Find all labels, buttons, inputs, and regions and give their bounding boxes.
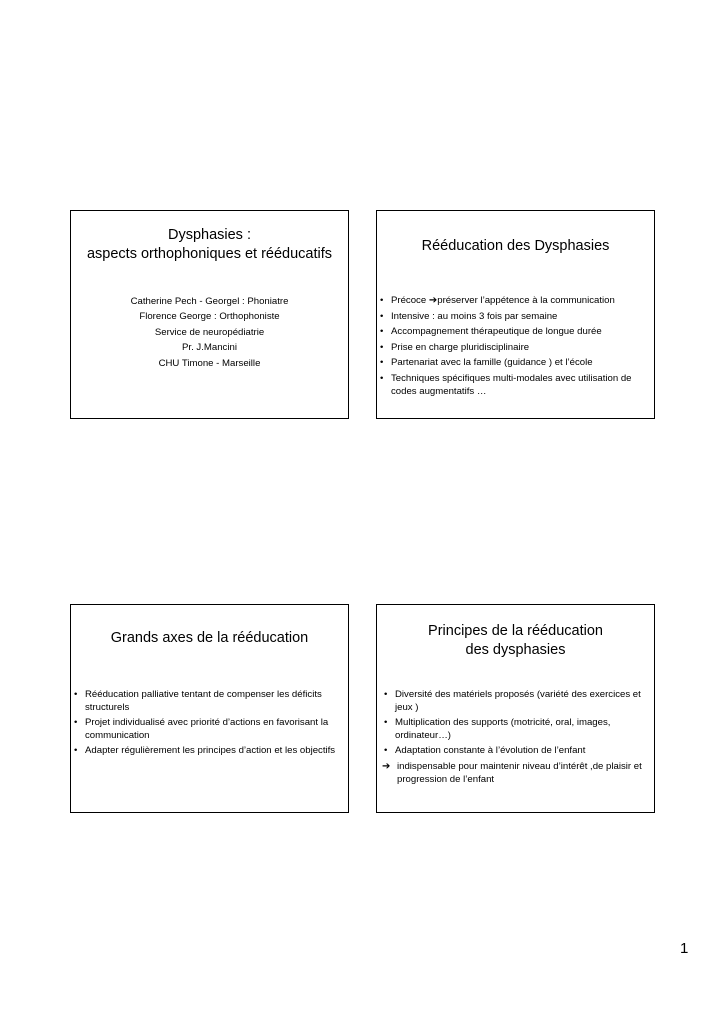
bullet-icon: • [74,745,78,757]
bullet-text: Projet individualisé avec priorité d’actions en favorisant la communication [85,717,329,741]
slide-2-title: Rééducation des Dysphasies [421,238,610,254]
bullet-text: Prise en charge pluridisciplinaire [391,341,530,353]
bullet-icon: • [380,357,384,369]
slide-4 [376,604,655,813]
list-item [379,326,650,339]
credit-line: Service de neuropédiatrie [154,326,265,338]
bullet-icon: • [380,295,384,306]
credit-line: Pr. J.Mancini [182,342,237,354]
slide-1 [70,210,349,419]
bullet-icon: • [380,341,384,353]
bullet-lead: Précoce [391,295,429,306]
bullet-text: Adapter régulièrement les principes d’action et les objectifs [85,745,336,757]
bullet-text: Accompagnement thérapeutique de longue durée [391,326,602,338]
list-item [73,717,338,742]
slide-1-title-line-2: aspects orthophoniques et rééducatifs [86,246,333,262]
list-item [383,761,648,786]
bullet-text: préserver l’appétence à la communication [437,295,615,306]
bullet-text: Rééducation palliative tentant de compenser les déficits structurels [85,689,322,713]
bullet-icon: • [74,717,78,729]
bullet-text: Intensive : au moins 3 fois par semaine [391,310,558,322]
list-item [383,689,648,714]
slide-4-title-line-1: Principes de la rééducation [428,623,603,639]
slide-2-bullet-list [379,295,650,401]
slide-2 [376,210,655,419]
list-item [379,295,650,308]
bullet-text: Partenariat avec la famille (guidance ) et l’école [391,357,593,369]
bullet-text: Diversité des matériels proposés (variété des exercices et jeux ) [395,689,641,713]
bullet-text: Multiplication des supports (motricité, oral, images, ordinateur…) [395,717,611,741]
bullet-icon: • [74,689,78,700]
bullet-icon: • [384,689,388,700]
list-item [73,689,338,714]
list-item [383,745,648,758]
slide-4-title-line-2: des dysphasies [465,642,566,658]
list-item [383,717,648,742]
list-item [73,745,338,758]
list-item [379,342,650,355]
credit-line: Florence George : Orthophoniste [139,311,280,323]
slide-3 [70,604,349,813]
slide-4-title [377,622,654,660]
list-item [379,357,650,370]
bullet-icon: • [380,372,384,384]
slide-3-title: Grands axes de la rééducation [110,630,309,646]
slide-1-credits [71,294,348,371]
right-arrow-icon: ➔ [428,295,438,306]
right-arrow-icon: ➔ [382,760,391,772]
bullet-icon: • [384,745,388,757]
bullet-icon: • [380,326,384,338]
slide-1-title [71,226,348,264]
credit-line: CHU Timone - Marseille [158,357,261,369]
bullet-text: indispensable pour maintenir niveau d’intérêt ,de plaisir et progression de l’enfant [397,760,642,785]
credit-line: Catherine Pech - Georgel : Phoniatre [130,296,289,307]
bullet-icon: • [380,310,384,322]
page-number: 1 [680,940,689,957]
slide-1-title-line-1: Dysphasies : [167,227,251,243]
bullet-icon: • [384,717,388,729]
bullet-text: Techniques spécifiques multi-modales avec utilisation de codes augmentatifs … [391,372,632,397]
slide-3-bullet-list [73,689,338,761]
list-item [379,373,650,398]
slide-4-bullet-list [383,689,648,789]
bullet-text: Adaptation constante à l’évolution de l’enfant [395,745,586,757]
list-item [379,311,650,324]
